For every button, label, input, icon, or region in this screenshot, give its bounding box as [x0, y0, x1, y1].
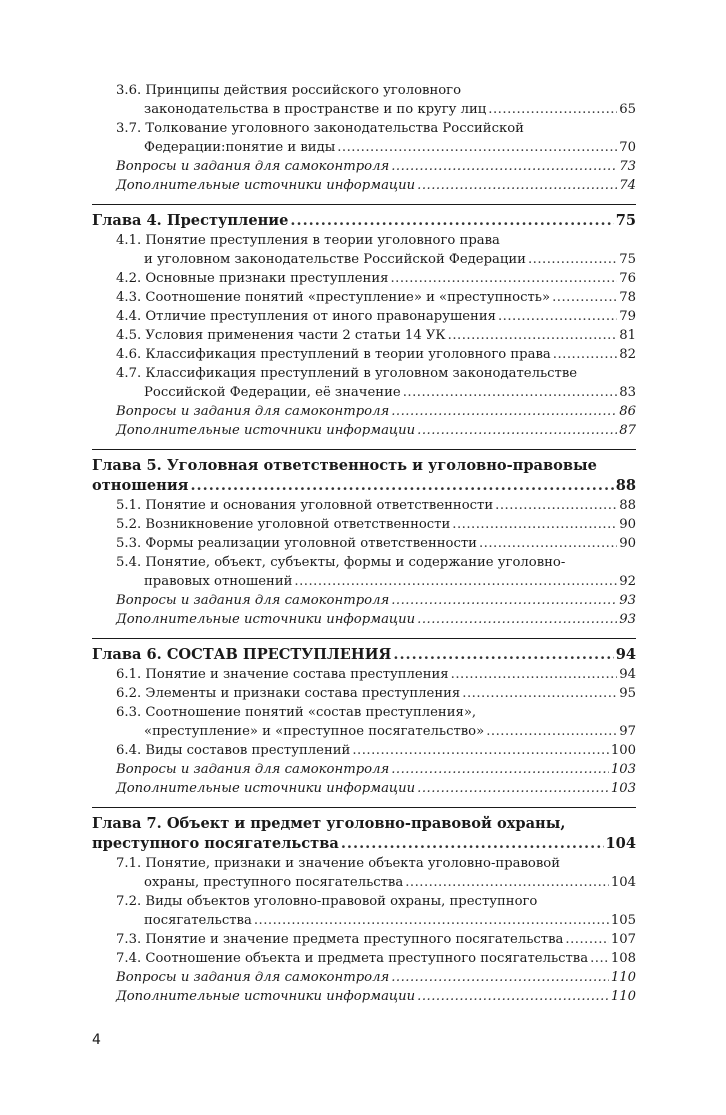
toc-entry — [92, 684, 636, 703]
page-ref: 88 — [619, 498, 636, 513]
dot-leader — [590, 949, 609, 968]
dot-leader — [552, 288, 617, 307]
chapter-divider — [92, 449, 636, 450]
entry-number: 5.3. — [116, 536, 142, 551]
entry-number: 5.4. — [116, 555, 142, 570]
toc-entry-sources: Дополнительные источники информации ..... 103 — [92, 779, 636, 798]
page-ref: 94 — [619, 667, 636, 682]
chapter-heading: Глава 6. СОСТАВ ПРЕСТУПЛЕНИЯ ..... 94 — [92, 645, 636, 665]
dot-leader — [448, 326, 618, 345]
chapter-heading: преступного посягательства ..... 104 — [92, 834, 636, 854]
page-ref: 103 — [610, 762, 636, 777]
dot-leader — [486, 722, 617, 741]
page-ref: 78 — [619, 290, 636, 305]
toc-entry — [92, 119, 636, 157]
chapter-divider — [92, 638, 636, 639]
page-ref: 108 — [610, 951, 636, 966]
chapter-heading-line1: Глава 7. Объект и предмет уголовно-правовой охраны, — [92, 815, 566, 832]
chapter-divider — [92, 204, 636, 205]
entry-title: Отличие преступления от иного правонарушения — [145, 309, 496, 324]
entry-title-line1: Принципы действия российского уголовного — [145, 83, 462, 98]
entry-title: «преступление» и «преступное посягательство» — [144, 724, 485, 739]
dot-leader — [391, 157, 617, 176]
dot-leader — [495, 496, 617, 515]
dot-leader — [528, 250, 617, 269]
page-ref: 75 — [615, 212, 636, 229]
entry-title: законодательства в пространстве и по кругу лиц — [144, 102, 487, 117]
page-ref: 81 — [619, 328, 636, 343]
toc-entry-questions: Вопросы и задания для самоконтроля ..... 86 — [92, 402, 636, 421]
table-of-contents — [92, 81, 636, 1006]
entry-number: 4.5. — [116, 328, 142, 343]
toc-entry — [92, 364, 636, 402]
dot-leader — [391, 591, 617, 610]
toc-entry — [92, 345, 636, 364]
page-ref: 70 — [619, 140, 636, 155]
dot-leader — [393, 645, 613, 665]
dot-leader — [405, 873, 609, 892]
entry-title: Соотношение понятий «преступление» и «преступность» — [145, 290, 551, 305]
page-ref: 97 — [619, 724, 636, 739]
entry-number: 4.7. — [116, 366, 142, 381]
entry-title: Понятие и значение состава преступления — [145, 667, 449, 682]
page-ref: 90 — [619, 536, 636, 551]
entry-title: Формы реализации уголовной ответственности — [145, 536, 477, 551]
entry-number: 4.2. — [116, 271, 142, 286]
entry-title: Виды составов преступлений — [145, 743, 351, 758]
dot-leader — [391, 760, 609, 779]
entry-number: 7.1. — [116, 856, 142, 871]
entry-title: Возникновение уголовной ответственности — [145, 517, 451, 532]
chapter-divider — [92, 807, 636, 808]
entry-number: 4.3. — [116, 290, 142, 305]
page-ref: 103 — [610, 781, 636, 796]
dot-leader — [417, 176, 617, 195]
entry-number: 7.4. — [116, 951, 142, 966]
page-ref: 110 — [610, 989, 636, 1004]
dot-leader — [462, 684, 617, 703]
entry-title: Элементы и признаки состава преступления — [145, 686, 461, 701]
toc-entry-sources: Дополнительные источники информации ..... 87 — [92, 421, 636, 440]
dot-leader — [390, 269, 617, 288]
page-ref: 82 — [619, 347, 636, 362]
dot-leader — [403, 383, 618, 402]
entry-title-line1: Соотношение понятий «состав преступления», — [145, 705, 477, 720]
dot-leader — [417, 987, 609, 1006]
page-ref: 104 — [610, 875, 636, 890]
page-ref: 87 — [619, 423, 636, 438]
toc-entry-questions: Вопросы и задания для самоконтроля ..... 93 — [92, 591, 636, 610]
entry-number: 6.4. — [116, 743, 142, 758]
dot-leader — [498, 307, 617, 326]
entry-number: 7.2. — [116, 894, 142, 909]
page-ref: 73 — [619, 159, 636, 174]
page-ref: 79 — [619, 309, 636, 324]
entry-title: Российской Федерации, её значение — [144, 385, 401, 400]
toc-entry — [92, 496, 636, 515]
dot-leader — [417, 779, 609, 798]
toc-entry — [92, 703, 636, 741]
toc-entry — [92, 81, 636, 119]
toc-entry — [92, 307, 636, 326]
toc-entry — [92, 741, 636, 760]
page-ref: 74 — [619, 178, 636, 193]
toc-entry — [92, 515, 636, 534]
entry-number: 5.1. — [116, 498, 142, 513]
dot-leader — [553, 345, 617, 364]
page-ref: 65 — [619, 102, 636, 117]
dot-leader — [479, 534, 617, 553]
page-ref: 90 — [619, 517, 636, 532]
page-ref: 75 — [619, 252, 636, 267]
toc-entry — [92, 930, 636, 949]
dot-leader — [391, 402, 617, 421]
page-ref: 93 — [619, 612, 636, 627]
entry-number: 7.3. — [116, 932, 142, 947]
entry-title: Понятие и значение предмета преступного посягательства — [145, 932, 564, 947]
entry-title: Условия применения части 2 статьи 14 УК — [145, 328, 446, 343]
dot-leader — [452, 515, 617, 534]
dot-leader — [254, 911, 609, 930]
page-ref: 92 — [619, 574, 636, 589]
toc-entry — [92, 892, 636, 930]
entry-title: Понятие и основания уголовной ответственности — [145, 498, 494, 513]
toc-entry-sources: Дополнительные источники информации ..... 93 — [92, 610, 636, 629]
entry-title: и уголовном законодательстве Российской Федерации — [144, 252, 526, 267]
entry-title-line1: Классификация преступлений в уголовном законодательстве — [145, 366, 578, 381]
dot-leader — [417, 421, 617, 440]
entry-title: Классификация преступлений в теории уголовного права — [145, 347, 551, 362]
entry-title: Федерации:понятие и виды — [144, 140, 336, 155]
chapter-heading-line1: Глава 5. Уголовная ответственность и уголовно-правовые — [92, 457, 597, 474]
entry-number: 6.2. — [116, 686, 142, 701]
toc-entry — [92, 949, 636, 968]
page-ref: 88 — [615, 477, 636, 494]
page-ref: 95 — [619, 686, 636, 701]
entry-title: правовых отношений — [144, 574, 293, 589]
entry-number: 4.6. — [116, 347, 142, 362]
dot-leader — [565, 930, 608, 949]
dot-leader — [488, 100, 617, 119]
dot-leader — [337, 138, 617, 157]
page-ref: 100 — [610, 743, 636, 758]
dot-leader — [341, 834, 604, 854]
toc-entry — [92, 534, 636, 553]
chapter-heading: отношения ..... 88 — [92, 476, 636, 496]
dot-leader — [190, 476, 613, 496]
page-ref: 105 — [610, 913, 636, 928]
entry-title-line1: Понятие, объект, субъекты, формы и содержание уголовно- — [145, 555, 566, 570]
dot-leader — [417, 610, 617, 629]
entry-title-line1: Толкование уголовного законодательства Российской — [145, 121, 524, 136]
entry-number: 4.4. — [116, 309, 142, 324]
page-number: 4 — [92, 1032, 101, 1048]
toc-entry-sources: Дополнительные источники информации ..... 110 — [92, 987, 636, 1006]
page-ref: 86 — [619, 404, 636, 419]
page-ref: 94 — [615, 646, 636, 663]
toc-entry — [92, 553, 636, 591]
page-ref: 110 — [610, 970, 636, 985]
page-ref: 107 — [610, 932, 636, 947]
entry-title: Соотношение объекта и предмета преступного посягательства — [145, 951, 589, 966]
dot-leader — [294, 572, 617, 591]
entry-title-line1: Понятие, признаки и значение объекта уголовно-правовой — [145, 856, 561, 871]
chapter-heading: Глава 4. Преступление ..... 75 — [92, 211, 636, 231]
toc-entry — [92, 326, 636, 345]
entry-title: охраны, преступного посягательства — [144, 875, 404, 890]
entry-title-line1: Виды объектов уголовно-правовой охраны, преступного — [145, 894, 538, 909]
toc-entry — [92, 854, 636, 892]
entry-number: 6.3. — [116, 705, 142, 720]
dot-leader — [352, 741, 608, 760]
page-ref: 76 — [619, 271, 636, 286]
toc-entry-questions: Вопросы и задания для самоконтроля ..... 73 — [92, 157, 636, 176]
entry-number: 3.6. — [116, 83, 142, 98]
dot-leader — [391, 968, 609, 987]
entry-number: 3.7. — [116, 121, 142, 136]
toc-entry — [92, 665, 636, 684]
entry-number: 6.1. — [116, 667, 142, 682]
page-ref: 104 — [605, 835, 636, 852]
toc-entry — [92, 269, 636, 288]
entry-number: 5.2. — [116, 517, 142, 532]
page-ref: 93 — [619, 593, 636, 608]
dot-leader — [290, 211, 613, 231]
entry-title-line1: Понятие преступления в теории уголовного права — [145, 233, 500, 248]
page-ref: 83 — [619, 385, 636, 400]
toc-entry-questions: Вопросы и задания для самоконтроля ..... 103 — [92, 760, 636, 779]
toc-entry — [92, 231, 636, 269]
entry-number: 4.1. — [116, 233, 142, 248]
entry-title: посягательства — [144, 913, 252, 928]
toc-entry-sources: Дополнительные источники информации ..... 74 — [92, 176, 636, 195]
entry-title: Основные признаки преступления — [145, 271, 389, 286]
toc-entry — [92, 288, 636, 307]
dot-leader — [451, 665, 618, 684]
toc-entry-questions: Вопросы и задания для самоконтроля ..... 110 — [92, 968, 636, 987]
